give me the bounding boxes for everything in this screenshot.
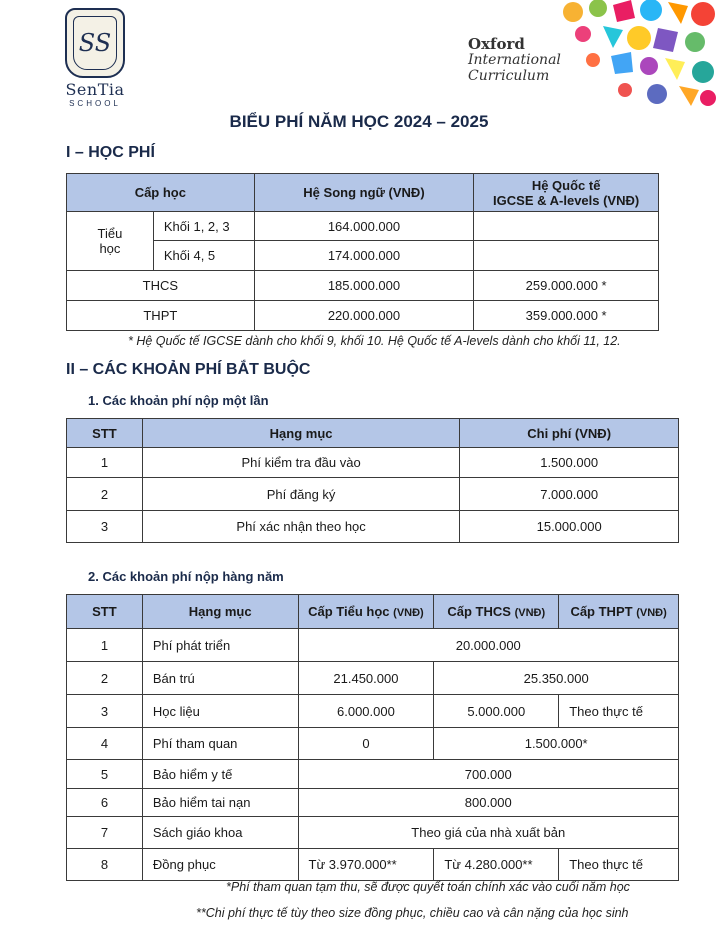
- one-time-fees-table: [66, 418, 679, 543]
- brand-name: SenTia: [65, 80, 125, 99]
- table-row: THPT 220.000.000 359.000.000 *: [67, 301, 659, 331]
- col-international: Hệ Quốc tế IGCSE & A-levels (VNĐ): [474, 174, 659, 212]
- section-tuition-heading: I – HỌC PHÍ: [66, 144, 155, 161]
- crest-icon: SS: [65, 8, 125, 78]
- annual-fees-heading: 2. Các khoản phí nộp hàng năm: [88, 569, 284, 584]
- table-row: 5 Bảo hiểm y tế 700.000: [67, 760, 679, 789]
- table-row: 6 Bảo hiểm tai nạn 800.000: [67, 789, 679, 817]
- table-row: 1 Phí kiểm tra đầu vào 1.500.000: [67, 448, 679, 478]
- table-row: 1 Phí phát triển 20.000.000: [67, 629, 679, 662]
- table-row: Tiểu học Khối 1, 2, 3 164.000.000: [67, 212, 659, 241]
- tour-fee-note: *Phí tham quan tạm thu, sẽ được quyết toán chính xác vào cuối năm học: [226, 880, 630, 894]
- table-row: 3 Học liệu 6.000.000 5.000.000 Theo thực tế: [67, 695, 679, 728]
- tuition-note: * Hệ Quốc tế IGCSE dành cho khối 9, khối 10. Hệ Quốc tế A-levels dành cho khối 11, 12.: [128, 334, 621, 348]
- col-level: Cấp học: [67, 174, 255, 212]
- brand-sub: SCHOOL: [69, 99, 121, 108]
- decorative-shapes-icon: [553, 0, 718, 110]
- primary-label: Tiểu học: [67, 212, 154, 271]
- oxford-curriculum-logo: Oxford International Curriculum: [468, 35, 561, 84]
- col-bilingual: Hệ Song ngữ (VNĐ): [254, 174, 474, 212]
- section-mandatory-heading: II – CÁC KHOẢN PHÍ BẮT BUỘC: [66, 361, 311, 378]
- uniform-note: **Chi phí thực tế tùy theo size đồng phục, chiều cao và cân nặng của học sinh: [196, 906, 629, 920]
- table-row: 2 Phí đăng ký 7.000.000: [67, 478, 679, 511]
- table-header-row: STT Hạng mục Cấp Tiểu học (VNĐ) Cấp THCS (VNĐ) Cấp THPT (VNĐ): [67, 595, 679, 629]
- table-row: 8 Đồng phục Từ 3.970.000** Từ 4.280.000** Theo thực tế: [67, 849, 679, 881]
- table-row: 4 Phí tham quan 0 1.500.000*: [67, 728, 679, 760]
- table-row: 7 Sách giáo khoa Theo giá của nhà xuất bản: [67, 817, 679, 849]
- page-title: BIỂU PHÍ NĂM HỌC 2024 – 2025: [229, 112, 489, 131]
- table-row: 3 Phí xác nhận theo học 15.000.000: [67, 511, 679, 543]
- table-row: THCS 185.000.000 259.000.000 *: [67, 271, 659, 301]
- sentia-logo: [56, 8, 134, 108]
- table-header-row: [67, 174, 659, 212]
- annual-fees-table: [66, 594, 679, 881]
- one-time-fees-heading: 1. Các khoản phí nộp một lần: [88, 393, 269, 408]
- table-row: 2 Bán trú 21.450.000 25.350.000: [67, 662, 679, 695]
- table-row: Khối 4, 5 174.000.000: [67, 241, 659, 271]
- tuition-table: [66, 173, 659, 331]
- table-header-row: STT Hạng mục Chi phí (VNĐ): [67, 419, 679, 448]
